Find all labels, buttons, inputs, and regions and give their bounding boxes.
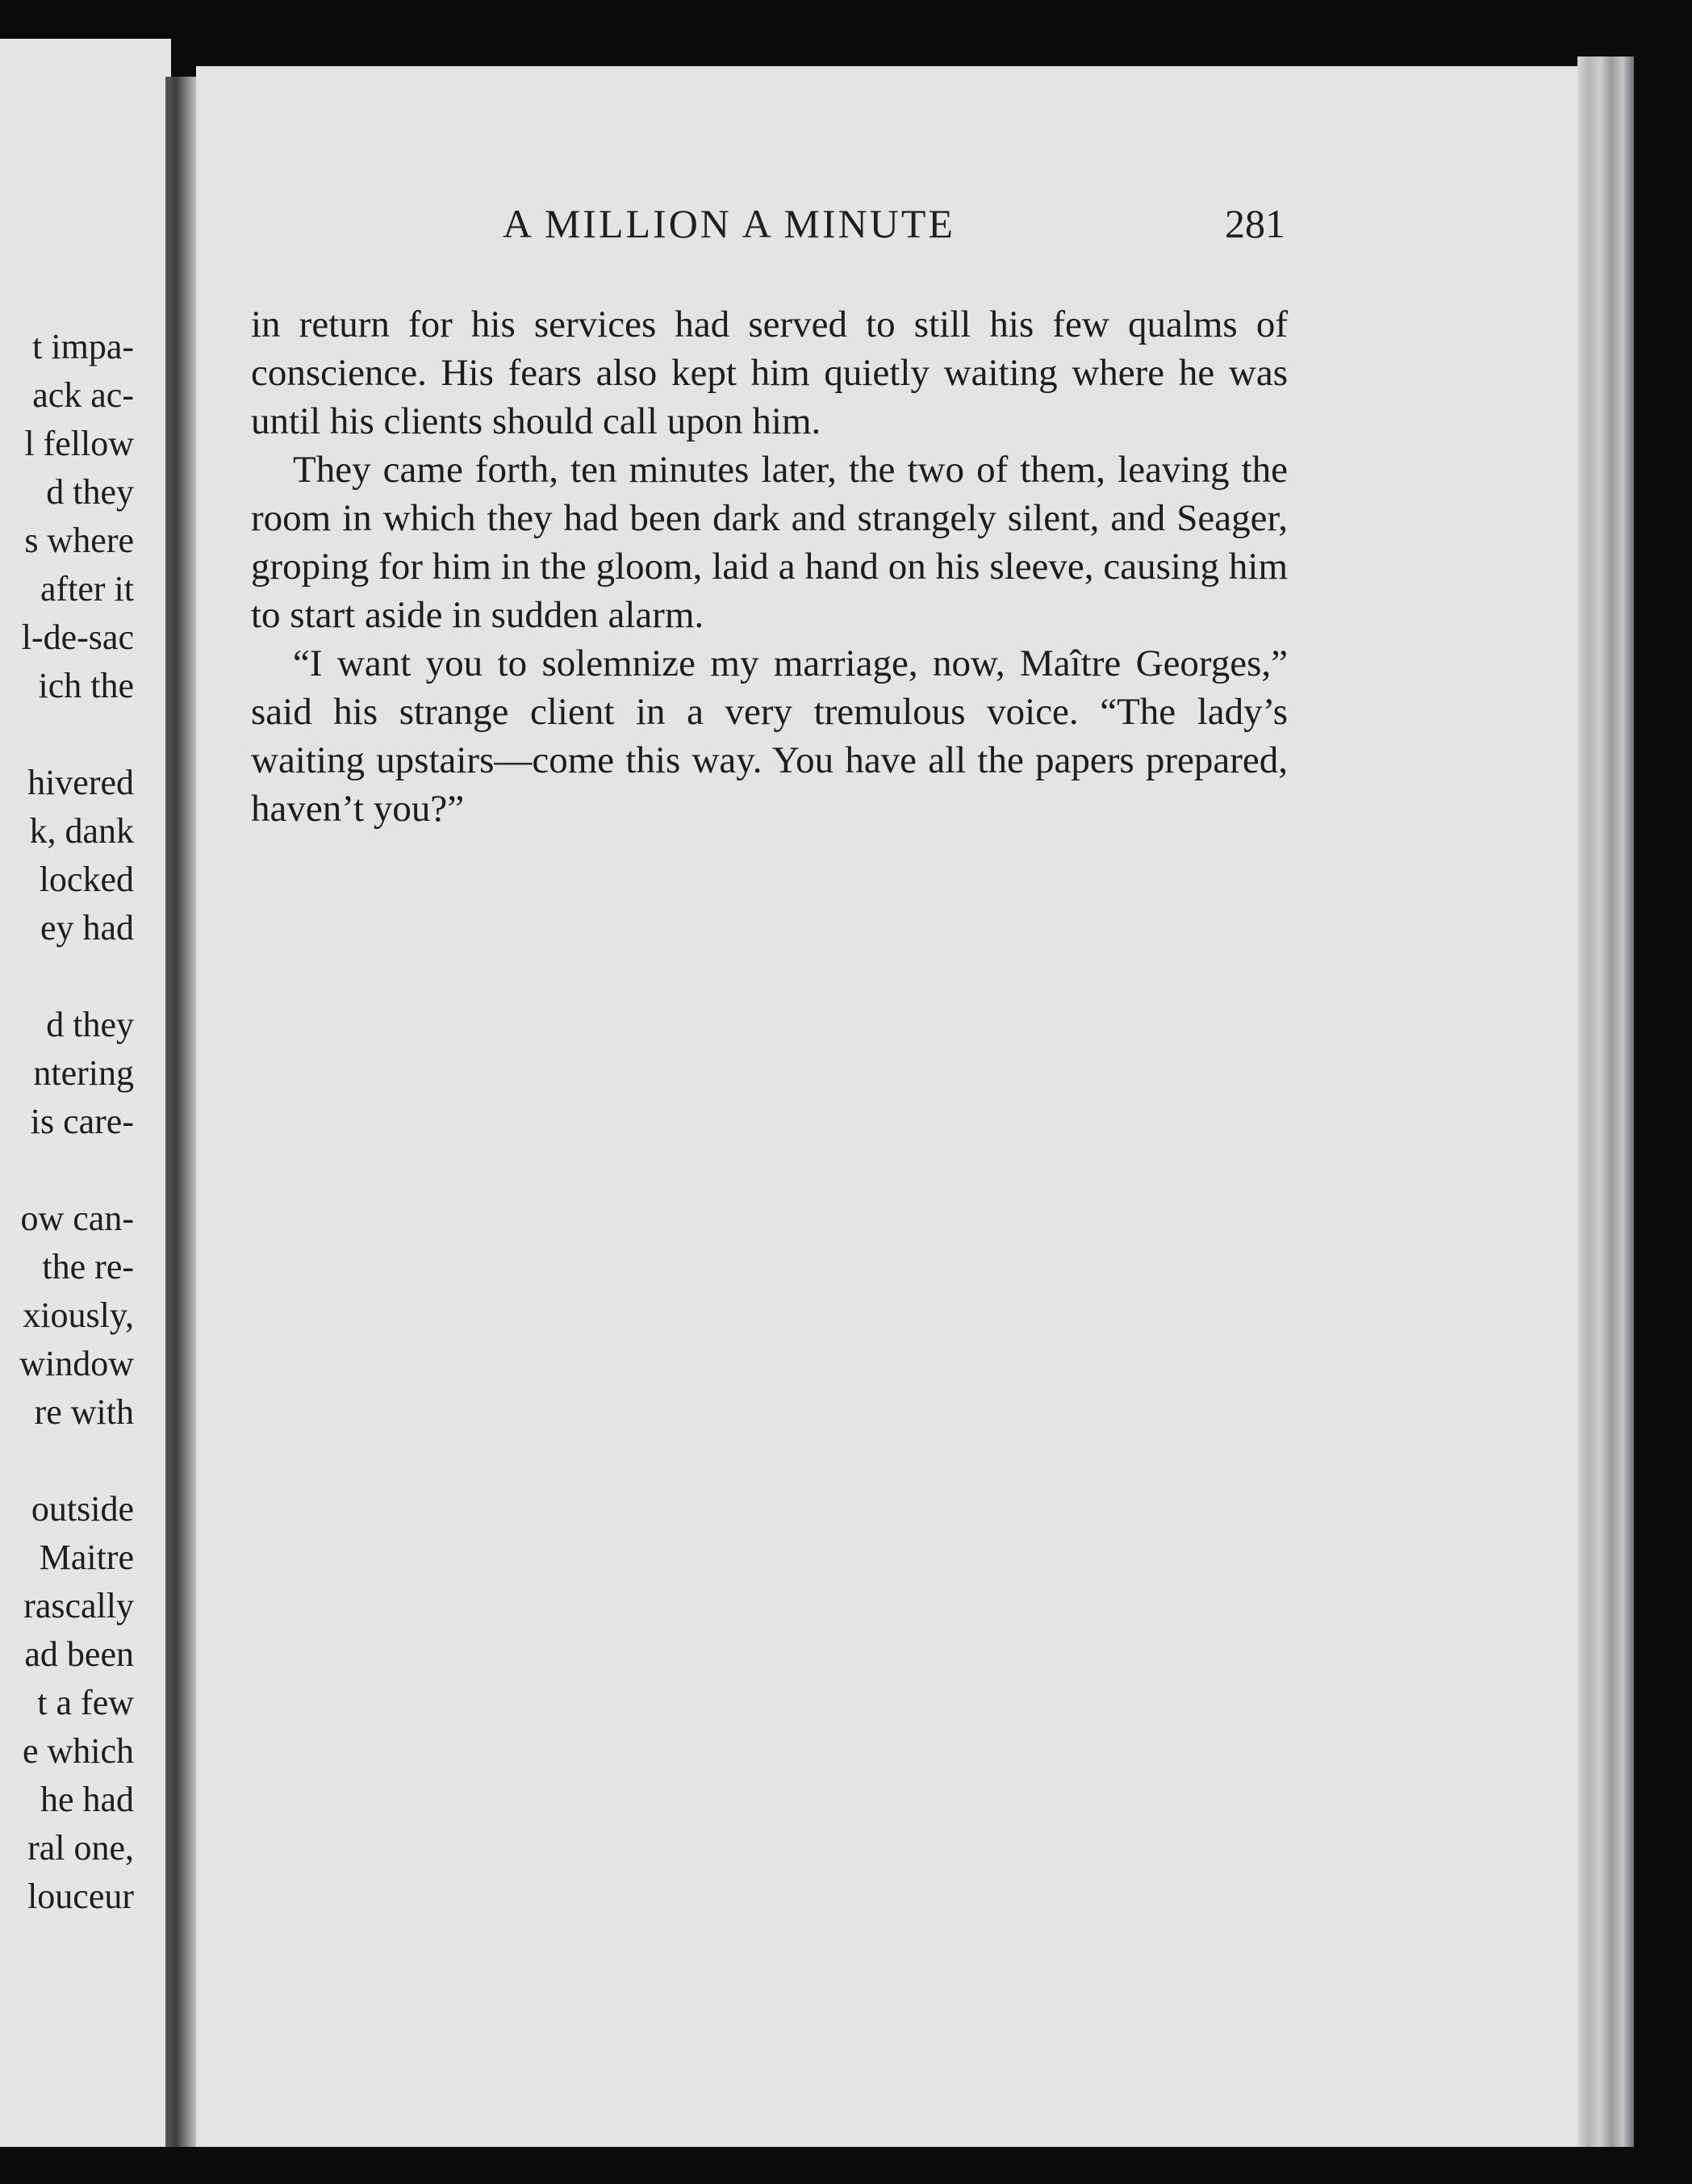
book-gutter: [165, 77, 196, 2147]
previous-page-line: ow can-: [20, 1199, 134, 1238]
previous-page-line: l-de-sac: [21, 617, 134, 657]
previous-page-line: after it: [40, 569, 134, 609]
previous-page-line: ey had: [40, 908, 134, 948]
previous-page-line: t a few: [37, 1683, 134, 1722]
previous-page-line: Maitre: [39, 1538, 134, 1577]
paragraph: “I want you to solemnize my marriage, now, Maître Georges,” said his strange client in a very tremulous voice. “The lady’s waiting upstairs—come this way. You have all the papers prepared, haven’t you?”: [251, 642, 1288, 830]
previous-page-line: ack ac-: [32, 375, 134, 415]
previous-page-line: e which: [22, 1731, 134, 1771]
page-body: [251, 300, 1288, 833]
previous-page-line: k, dank: [29, 811, 134, 851]
previous-page-line: is care-: [30, 1102, 134, 1141]
paragraph: in return for his services had served to still his few qualms of conscience. His fears also kept him quietly waiting where he was until his clients should call upon him.: [251, 303, 1288, 442]
previous-page-line: ntering: [33, 1053, 134, 1093]
previous-page-line: window: [19, 1344, 134, 1383]
previous-page-line: s where: [24, 521, 134, 560]
previous-page-line: locked: [39, 860, 134, 899]
previous-page-line: l fellow: [24, 424, 134, 463]
page-number: 281: [1225, 201, 1285, 246]
previous-page-line: xiously,: [23, 1295, 134, 1335]
previous-page-line: d they: [46, 1005, 134, 1044]
previous-page-line: the re-: [42, 1247, 134, 1287]
previous-page-line: [19, 710, 134, 759]
previous-page-line: hivered: [27, 763, 134, 802]
previous-page-line: louceur: [27, 1876, 134, 1916]
previous-page-line: t impa-: [32, 327, 134, 366]
previous-page-line: ral one,: [27, 1828, 134, 1868]
previous-page-line: d they: [46, 472, 134, 512]
running-title: A MILLION A MINUTE: [503, 201, 955, 246]
previous-page-line: [19, 1437, 134, 1485]
previous-page-line: he had: [40, 1780, 134, 1819]
previous-page-line: rascally: [23, 1586, 134, 1625]
previous-page-line: ad been: [24, 1634, 134, 1674]
page-edge: [1577, 56, 1634, 2147]
previous-page-line: re with: [34, 1392, 134, 1432]
previous-page: [0, 39, 171, 2147]
previous-page-line: [19, 1146, 134, 1195]
previous-page-line: ich the: [38, 666, 134, 705]
previous-page-line: outside: [31, 1489, 134, 1529]
page-header: [503, 200, 1285, 257]
previous-page-line: [19, 952, 134, 1001]
previous-page-text: [19, 323, 134, 1921]
paragraph: They came forth, ten minutes later, the two of them, leaving the room in which they had been dark and strangely silent, and Seager, groping for him in the gloom, laid a hand on his sleeve, causing him to start aside in sudden alarm.: [251, 449, 1288, 636]
